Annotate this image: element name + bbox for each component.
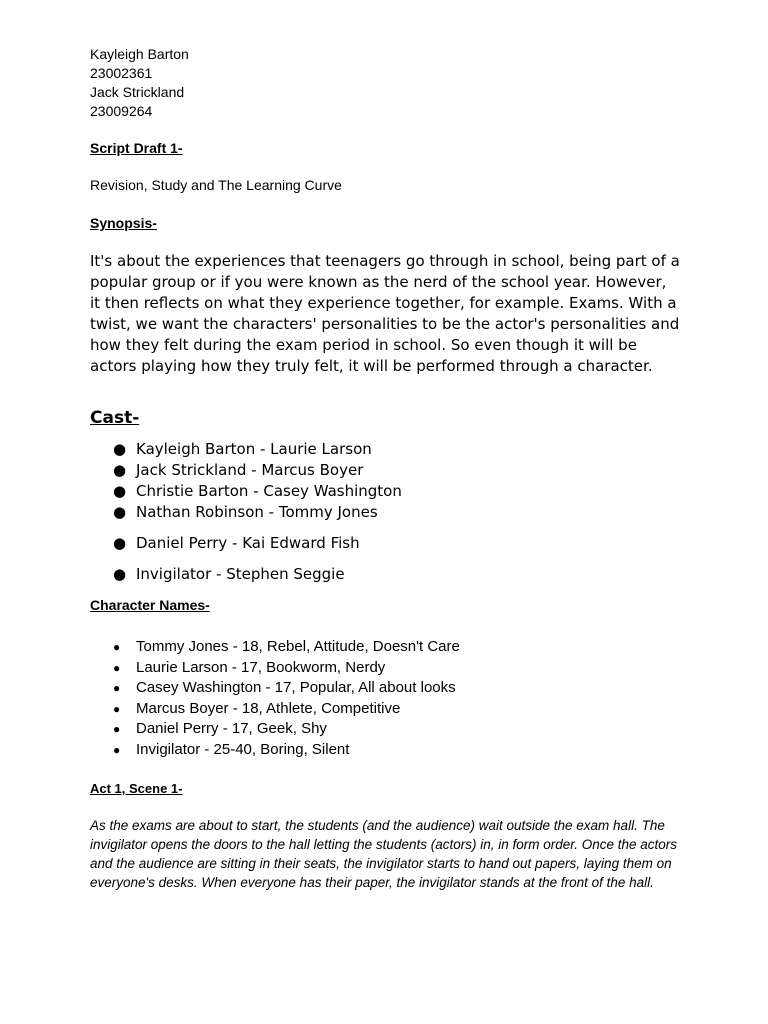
character-entry: Marcus Boyer - 18, Athlete, Competitive (136, 699, 401, 717)
cast-heading: Cast- (90, 408, 140, 428)
character-names-heading: Character Names- (90, 597, 210, 613)
cast-member: Kayleigh Barton - Laurie Larson (136, 440, 372, 458)
author-name-2: Jack Strickland (90, 84, 185, 100)
author-name-1: Kayleigh Barton (90, 46, 189, 62)
cast-member: Christie Barton - Casey Washington (136, 482, 402, 500)
bullet-icon: ● (113, 660, 121, 675)
character-entry: Daniel Perry - 17, Geek, Shy (136, 720, 327, 737)
bullet-icon: ● (113, 722, 121, 736)
stage-directions: As the exams are about to start, the students (and the audience) wait outside the exam hall. The invigilator opens the doors to the hall letting the students (actors) in, in form order. Once the actors and the audience are sitting in their seats, the invigilator starts to hand out papers, laying them on everyone's desks. When everyone has their paper, the invigilator stands at the front of the hall. (90, 818, 678, 890)
cast-member: Nathan Robinson - Tommy Jones (136, 503, 378, 521)
synopsis-text: It's about the experiences that teenagers go through in school, being part of a popular group or if you were known as the nerd of the school year. However, it then reflects on what they experience together, for example. Exams. With a twist, we want the characters' personalities to be the actor's personalities and how they felt during the exam period in school. So even though it will be actors playing how they truly felt, it will be performed through a character. (90, 252, 680, 375)
bullet-icon: ● (113, 482, 127, 500)
bullet-icon: ● (113, 503, 127, 521)
student-id-2: 23009264 (90, 103, 153, 119)
bullet-icon: ● (113, 534, 127, 552)
character-entry: Casey Washington - 17, Popular, All about looks (136, 679, 456, 696)
cast-member: Daniel Perry - Kai Edward Fish (136, 534, 360, 552)
play-title: Revision, Study and The Learning Curve (90, 177, 342, 193)
character-entry: Laurie Larson - 17, Bookworm, Nerdy (136, 658, 386, 676)
act-scene-heading: Act 1, Scene 1- (90, 781, 183, 796)
bullet-icon: ● (113, 701, 121, 716)
student-id-1: 23002361 (90, 65, 153, 81)
character-entry: Invigilator - 25-40, Boring, Silent (136, 740, 350, 758)
draft-title: Script Draft 1- (90, 140, 183, 156)
synopsis-heading: Synopsis- (90, 215, 157, 231)
cast-member: Invigilator - Stephen Seggie (136, 565, 345, 583)
bullet-icon: ● (113, 640, 121, 654)
character-entry: Tommy Jones - 18, Rebel, Attitude, Doesn't Care (136, 638, 460, 655)
bullet-icon: ● (113, 440, 127, 458)
cast-member: Jack Strickland - Marcus Boyer (136, 461, 364, 479)
bullet-icon: ● (113, 742, 121, 757)
bullet-icon: ● (113, 461, 127, 479)
bullet-icon: ● (113, 565, 127, 583)
author-header (90, 45, 189, 121)
bullet-icon: ● (113, 681, 121, 695)
